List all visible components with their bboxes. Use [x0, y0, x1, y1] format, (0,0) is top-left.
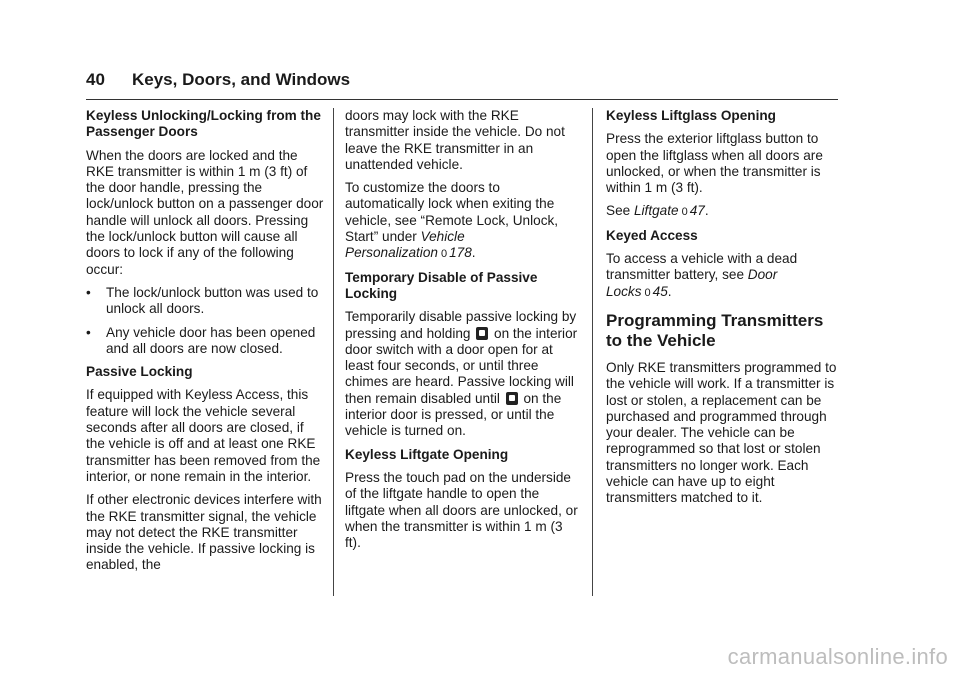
column-3	[606, 108, 838, 514]
text: To customize the doors to automatically lock when exiting the vehicle, see “Remote Lock, Unlock, Start” under	[345, 180, 559, 245]
page-ref-arrow-icon: 0	[644, 286, 651, 299]
section-title: Keys, Doors, and Windows	[132, 70, 351, 89]
paragraph: Only RKE transmitters programmed to the vehicle will work. If a transmitter is lost or stolen, a replacement can be purchased and programmed through your dealer. The vehicle can be reprogrammed so that lost or stolen transmitters no longer work. Each vehicle can have up to eight transmitters matched to it.	[606, 359, 837, 506]
heading-temporary-disable: Temporary Disable of Passive Locking	[345, 269, 538, 301]
paragraph: If other electronic devices interfere with the RKE transmitter signal, the vehicle may not detect the RKE transmitter inside the vehicle. If passive locking is enabled, the	[86, 492, 322, 573]
paragraph	[345, 309, 581, 439]
text: .	[471, 245, 476, 261]
text: To access a vehicle with a dead transmitter battery, see	[606, 251, 798, 283]
column-divider	[592, 108, 593, 596]
header-rule	[86, 99, 838, 100]
page-ref[interactable]: 178	[449, 245, 472, 261]
heading-passive-locking: Passive Locking	[86, 364, 193, 380]
page-ref[interactable]: 47	[689, 203, 705, 219]
text: .	[704, 203, 709, 219]
text: .	[667, 283, 672, 299]
link-liftgate[interactable]: Liftgate	[633, 203, 679, 219]
bullet-text: Any vehicle door has been opened and all doors are now closed.	[106, 324, 316, 356]
bullet-text: The lock/unlock button was used to unlock all doors.	[106, 284, 319, 317]
paragraph: When the doors are locked and the RKE transmitter is within 1 m (3 ft) of the door handle, pressing the lock/unlock button on a passenger door handle will unlock all doors. Pressing the lock/unlock button will cause all doors to lock if any of the following occur:	[86, 147, 324, 277]
paragraph	[606, 203, 838, 220]
heading-keyed-access: Keyed Access	[606, 227, 698, 243]
text: Temporarily disable passive locking by pressing and holding	[345, 309, 577, 341]
bullet-icon: •	[86, 284, 91, 300]
text: See	[606, 203, 631, 219]
text: on the interior door is pressed, or until the vehicle is turned on.	[345, 390, 562, 439]
page-number: 40	[86, 70, 105, 89]
paragraph	[606, 251, 838, 301]
column-2	[345, 108, 581, 558]
text: on the interior door switch with a door open for at least four seconds, or until three chimes are heard. Passive locking will then remain disabled until	[345, 325, 578, 406]
heading-keyless-liftglass: Keyless Liftglass Opening	[606, 108, 776, 123]
page-ref-arrow-icon: 0	[681, 206, 688, 219]
link-vehicle-personalization[interactable]: Vehicle Personalization	[345, 229, 465, 261]
bullet-item	[86, 325, 326, 358]
page-header	[86, 70, 838, 100]
column-divider	[333, 108, 334, 596]
paragraph: Press the exterior liftglass button to open the liftglass when all doors are unlocked, or when the transmitter is within 1 m (3 ft).	[606, 131, 823, 196]
paragraph: Press the touch pad on the underside of the liftgate handle to open the liftgate when all doors are unlocked, or when the transmitter is within 1 m (3 ft).	[345, 469, 578, 551]
paragraph: doors may lock with the RKE transmitter inside the vehicle. Do not leave the RKE transmitter in an unattended vehicle.	[345, 108, 565, 172]
paragraph	[345, 180, 581, 262]
page-ref-arrow-icon: 0	[440, 248, 448, 261]
lock-icon	[506, 392, 518, 405]
bullet-icon: •	[86, 324, 91, 340]
heading-keyless-liftgate: Keyless Liftgate Opening	[345, 446, 509, 462]
watermark: carmanualsonline.info	[727, 644, 948, 669]
column-1	[86, 108, 326, 581]
unlock-icon	[476, 327, 488, 340]
heading-programming-transmitters: Programming Transmitters to the Vehicle	[606, 310, 824, 350]
link-door-locks[interactable]: Door Locks	[606, 267, 778, 299]
paragraph: If equipped with Keyless Access, this feature will lock the vehicle several seconds after all doors are closed, if the vehicle is off and at least one RKE transmitter has been removed from the interior, or none remain in the interior.	[86, 387, 321, 484]
heading-keyless-unlocking: Keyless Unlocking/Locking from the Passenger Doors	[86, 108, 321, 140]
page-ref[interactable]: 45	[652, 283, 668, 299]
bullet-item	[86, 285, 326, 318]
